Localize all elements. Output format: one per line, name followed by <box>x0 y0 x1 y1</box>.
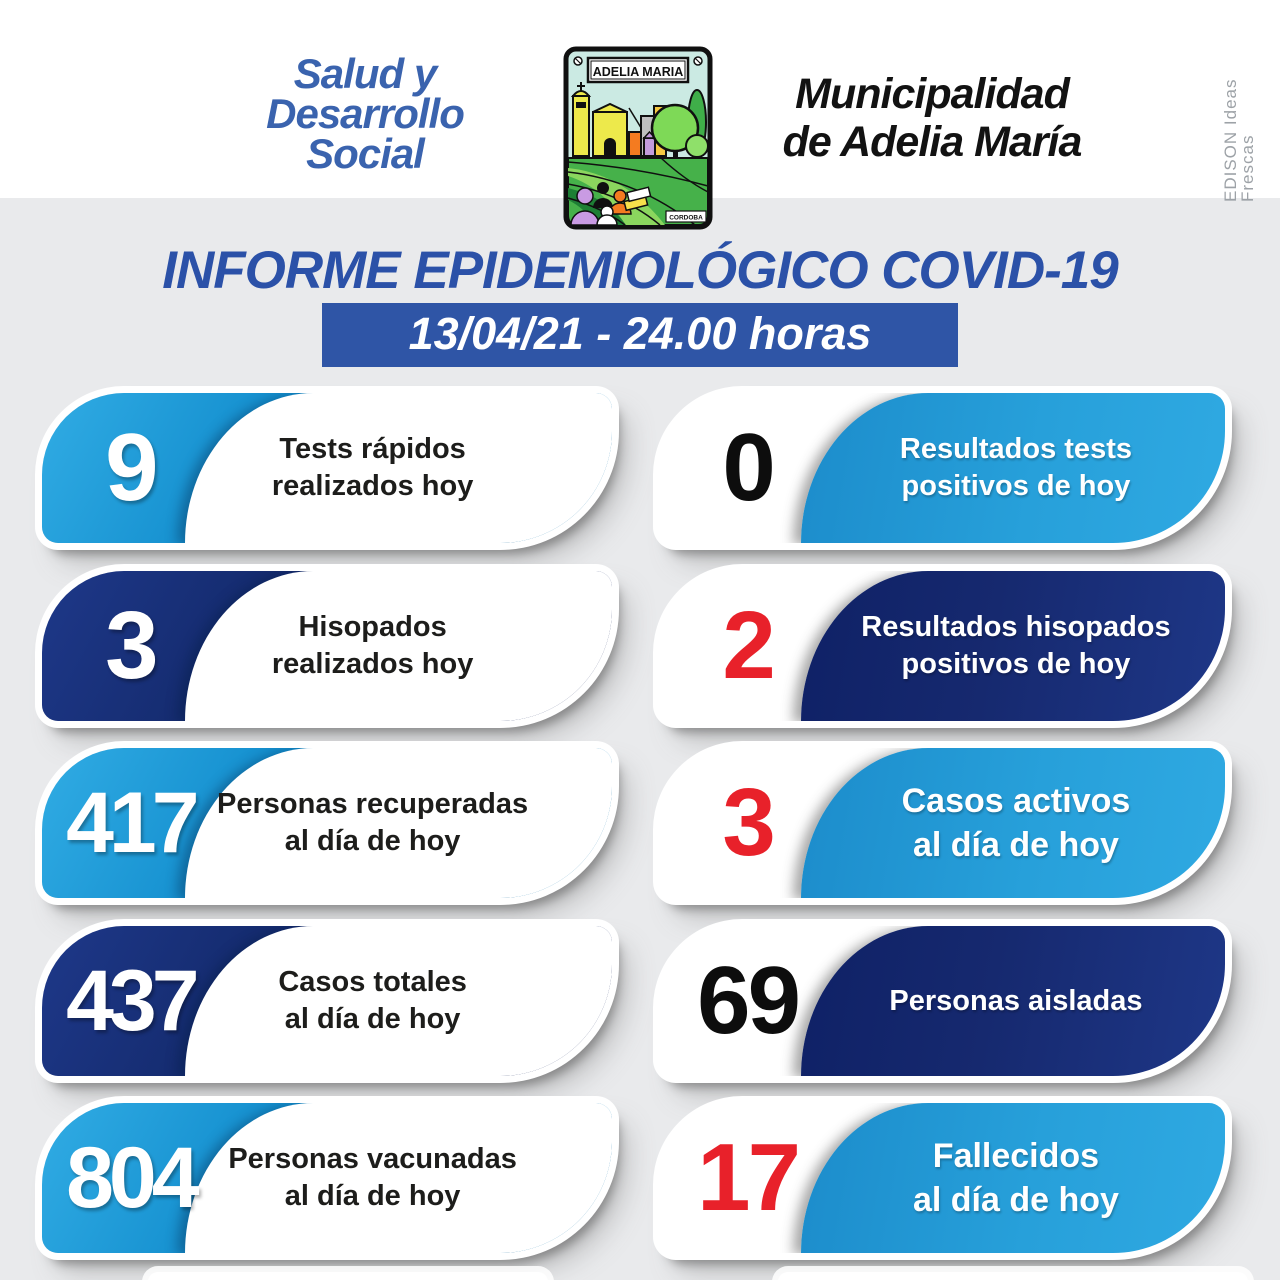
stat-label-line: al día de hoy <box>912 1181 1119 1219</box>
stat-value: 437 <box>66 952 195 1049</box>
program-line-3: Social <box>306 130 424 177</box>
stat-card-casos-totales <box>42 926 612 1076</box>
stat-label-line: positivos de hoy <box>901 470 1131 502</box>
stat-label <box>846 926 1185 1076</box>
stat-label-line: Personas recuperadas <box>217 788 529 820</box>
stat-value: 3 <box>105 592 156 699</box>
stat-card-resultados-tests-positivos <box>660 393 1225 543</box>
stat-card-personas-aisladas <box>660 926 1225 1076</box>
stat-label <box>202 571 544 721</box>
stat-label-line: Hisopados <box>298 611 447 643</box>
stat-label <box>846 393 1185 543</box>
stat-label <box>202 393 544 543</box>
program-line-2: Desarrollo <box>266 90 464 137</box>
stat-card-personas-recuperadas <box>42 748 612 898</box>
next-card-peek-left <box>148 1272 548 1280</box>
stat-label <box>846 571 1185 721</box>
stat-label <box>846 1103 1185 1253</box>
stat-label-line: al día de hoy <box>284 1003 461 1035</box>
stat-label <box>202 926 544 1076</box>
stat-value: 2 <box>722 592 773 699</box>
stat-label-line: Casos totales <box>278 966 467 998</box>
stat-card-fallecidos <box>660 1103 1225 1253</box>
designer-credit: EDISON Ideas Frescas <box>1221 78 1257 202</box>
stat-label-line: al día de hoy <box>284 1180 461 1212</box>
stat-value: 9 <box>105 414 156 521</box>
program-line-1: Salud y <box>293 50 437 97</box>
stat-label-line: Casos activos <box>901 782 1131 820</box>
municipality-name <box>742 70 1122 166</box>
stat-card-casos-activos <box>660 748 1225 898</box>
report-title: INFORME EPIDEMIOLÓGICO COVID-19 <box>162 241 1118 300</box>
crest-icon <box>563 46 713 230</box>
stat-card-hisopados <box>42 571 612 721</box>
stat-value: 69 <box>697 947 798 1054</box>
stat-value: 417 <box>66 774 195 871</box>
stat-label-line: realizados hoy <box>271 648 474 680</box>
municipal-crest-logo <box>563 46 713 230</box>
next-card-peek-right <box>778 1272 1248 1280</box>
stat-value: 0 <box>722 414 773 521</box>
stat-label-line: al día de hoy <box>284 825 461 857</box>
svg-text:ADELIA MARIA: ADELIA MARIA <box>592 65 684 79</box>
stat-label <box>202 1103 544 1253</box>
stat-card-tests-rapidos <box>42 393 612 543</box>
stat-label-line: Resultados hisopados <box>861 611 1171 643</box>
stat-label-line: Resultados tests <box>899 433 1132 465</box>
stat-card-personas-vacunadas <box>42 1103 612 1253</box>
stat-label-line: realizados hoy <box>271 470 474 502</box>
stat-value: 17 <box>697 1124 798 1231</box>
svg-text:CORDOBA: CORDOBA <box>669 214 703 222</box>
municipality-line-1: Municipalidad <box>795 70 1069 118</box>
stat-value: 804 <box>66 1129 195 1226</box>
report-date-banner: 13/04/21 - 24.00 horas <box>322 303 958 367</box>
stat-card-resultados-hisopados-positivos <box>660 571 1225 721</box>
stat-label-line: Fallecidos <box>932 1137 1100 1175</box>
stat-label <box>202 748 544 898</box>
stat-label <box>846 748 1185 898</box>
program-wordmark <box>225 50 505 177</box>
stat-label-line: al día de hoy <box>912 826 1119 864</box>
stat-label-line: Personas vacunadas <box>228 1143 517 1175</box>
stat-label-line: Personas aisladas <box>889 984 1143 1017</box>
stat-label-line: positivos de hoy <box>901 648 1131 680</box>
stat-label-line: Tests rápidos <box>279 433 466 465</box>
stat-value: 3 <box>722 769 773 876</box>
municipality-line-2: de Adelia María <box>782 118 1082 166</box>
